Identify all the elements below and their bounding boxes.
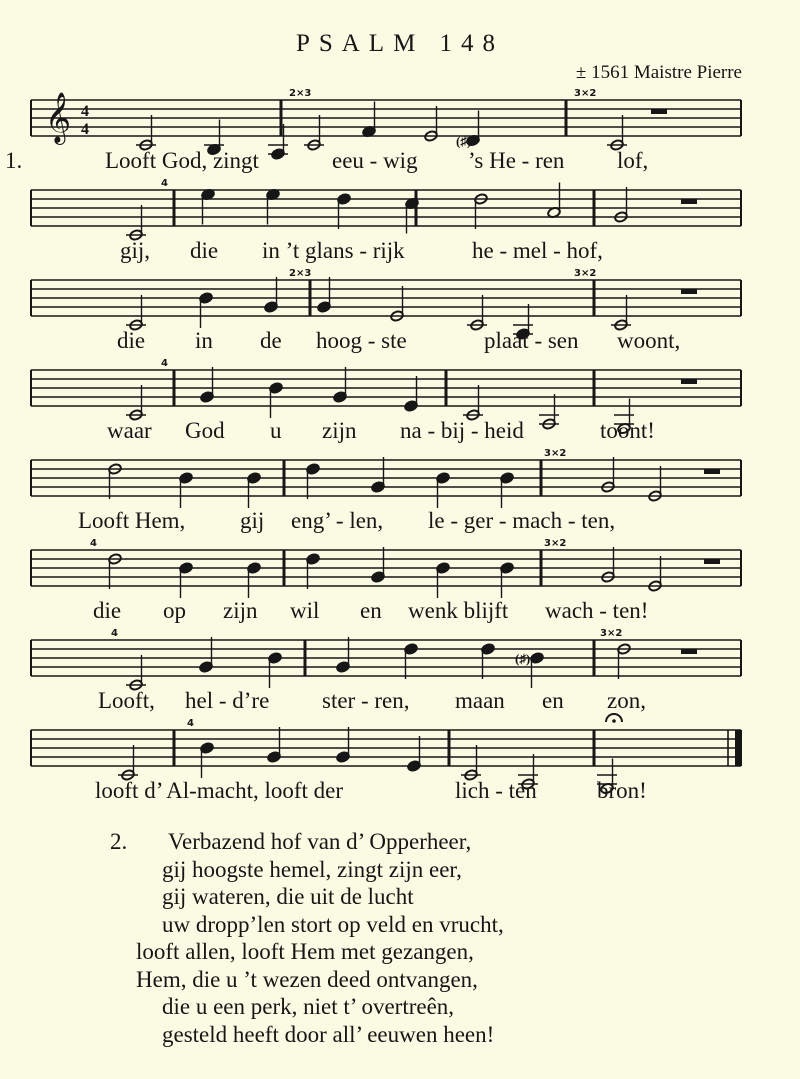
lyric-syllable: God [185, 418, 225, 443]
staff-system-7 [31, 628, 741, 676]
svg-text:𝄞: 𝄞 [45, 92, 72, 143]
svg-text:4: 4 [90, 538, 97, 549]
lyric-syllable: waar [107, 418, 152, 443]
svg-text:4: 4 [81, 121, 89, 138]
lyric-syllable: de [260, 328, 282, 353]
stanza-line: Hem, die u ’t wezen deed ontvangen, [136, 966, 478, 992]
lyric-syllable: na - bij - heid [400, 418, 524, 443]
lyric-syllable: op [163, 598, 186, 623]
svg-text:4: 4 [161, 178, 168, 189]
svg-text:(♯): (♯) [456, 133, 472, 149]
lyric-syllable: plaat - sen [484, 328, 579, 353]
lyric-syllable: eng’ - len, [291, 508, 384, 533]
lyric-syllable: ’s He - ren [468, 148, 565, 173]
lyric-syllable: gij, [120, 238, 151, 263]
lyric-syllable: die [93, 598, 122, 623]
stanza-line: looft allen, looft Hem met gezangen, [136, 939, 474, 964]
staff-system-3 [31, 268, 741, 316]
lyric-syllable: eeu - wig [332, 148, 418, 173]
svg-text:4: 4 [81, 103, 89, 120]
lyric-syllable: en [542, 688, 564, 713]
stanza-line: uw dropp’len stort op veld en vrucht, [162, 911, 504, 937]
svg-text:3×2: 3×2 [600, 628, 623, 639]
lyric-syllable: hoog - ste [316, 328, 407, 353]
lyric-syllable: en [360, 598, 382, 623]
staff-system-4 [31, 358, 741, 406]
svg-text:4: 4 [111, 628, 118, 639]
lyric-syllable: die [117, 328, 146, 353]
lyric-syllable: zijn [322, 418, 357, 443]
lyric-syllable: hel - d’re [185, 688, 270, 713]
staff-system-6 [31, 538, 741, 586]
lyric-syllable: zon, [607, 688, 646, 713]
lyric-syllable: maan [455, 688, 505, 713]
stanza-line: gesteld heeft door all’ eeuwen heen! [162, 1021, 495, 1047]
lyric-syllable: u [270, 418, 282, 443]
lyric-syllable: lich - ten [455, 778, 537, 803]
psalm-title: PSALM 148 [295, 30, 505, 57]
stanza-line: gij wateren, die uit de lucht [162, 884, 414, 909]
lyric-syllable: looft d’ Al-macht, looft der [95, 778, 344, 803]
staff-system-5 [31, 448, 741, 496]
lyric-syllable: wenk blijft [408, 598, 509, 623]
svg-text:4: 4 [161, 358, 168, 369]
stanza-line: Verbazend hof van d’ Opperheer, [168, 829, 472, 854]
svg-text:3×2: 3×2 [544, 538, 567, 549]
svg-text:2×3: 2×3 [289, 88, 312, 99]
lyric-syllable: gij [240, 508, 265, 533]
lyric-syllable: le - ger - mach - ten, [428, 508, 616, 533]
lyric-syllable: wach - ten! [545, 598, 649, 623]
lyric-syllable: woont, [617, 328, 681, 353]
svg-text:3×2: 3×2 [544, 448, 567, 459]
verse-number: 1. [5, 148, 23, 173]
lyric-syllable: in [195, 328, 213, 353]
staff-system-8 [31, 718, 741, 766]
lyric-syllable: wil [290, 598, 320, 623]
composer-attribution: ± 1561 Maistre Pierre [575, 62, 742, 83]
svg-text:2×3: 2×3 [289, 268, 312, 279]
lyric-syllable: toont! [600, 418, 655, 443]
svg-text:3×2: 3×2 [574, 88, 597, 99]
lyric-syllable: Looft Hem, [78, 508, 186, 533]
lyric-syllable: bron! [597, 778, 647, 803]
lyric-syllable: in ’t glans - rijk [262, 238, 405, 263]
lyric-syllable: ster - ren, [322, 688, 410, 713]
svg-text:3×2: 3×2 [574, 268, 597, 279]
svg-text:4: 4 [187, 718, 194, 729]
lyric-syllable: die [190, 238, 219, 263]
stanza-number: 2. [110, 829, 128, 854]
stanza-line: gij hoogste hemel, zingt zijn eer, [162, 856, 462, 882]
staff-system-1 [31, 88, 741, 149]
lyric-syllable: Looft God, zingt [105, 148, 259, 173]
lyric-syllable: lof, [617, 148, 649, 173]
lyric-syllable: Looft, [98, 688, 155, 713]
stanza-line: die u een perk, niet t’ overtreên, [162, 994, 455, 1019]
lyric-syllable: zijn [223, 598, 258, 623]
staff-system-2 [31, 178, 741, 226]
lyric-syllable: he - mel - hof, [472, 238, 603, 263]
svg-text:(♯): (♯) [515, 651, 531, 666]
